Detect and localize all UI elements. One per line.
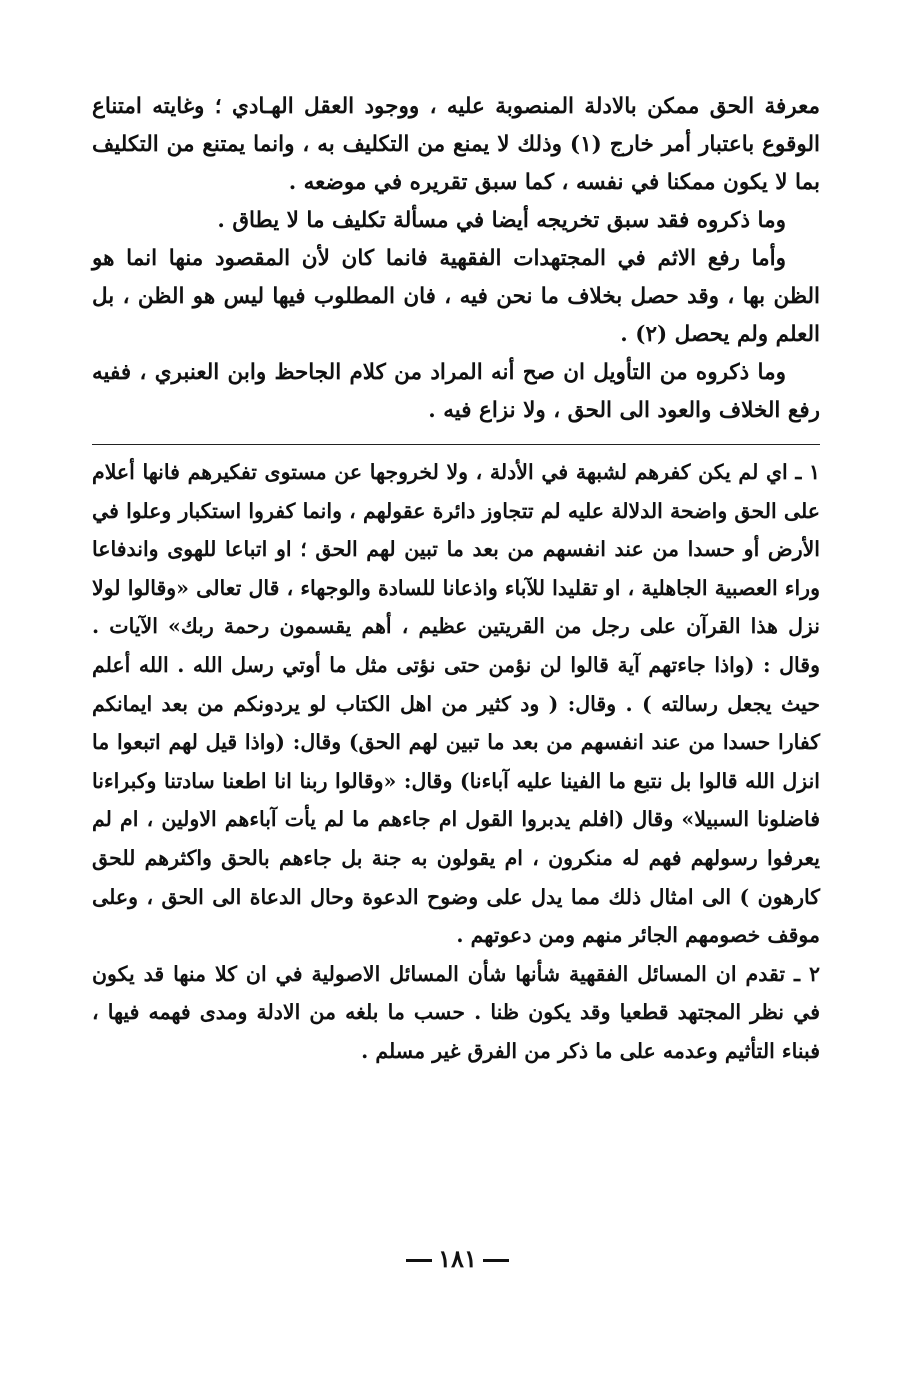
body-paragraph-3: وأما رفع الاثم في المجتهدات الفقهية فانما كان لأن المقصود منها انما هو الظن بها ، وقد حصل بخلاف ما نحن فيه ، فان المطلوب فيها ليس هو الظن ، بل العلم ولم يحصل (٢) . (92, 246, 820, 347)
page-number-dash-left (406, 1259, 432, 1262)
page-content (92, 88, 820, 1071)
page-number-dash-right (483, 1259, 509, 1262)
body-paragraph-2: وما ذكروه فقد سبق تخريجه أيضا في مسألة تكليف ما لا يطاق . (217, 208, 786, 233)
body-paragraph-4: وما ذكروه من التأويل ان صح أنه المراد من كلام الجاحظ وابن العنبري ، ففيه رفع الخلاف والعود الى الحق ، ولا نزاع فيه . (92, 360, 820, 423)
footnote-2: ٢ ـ تقدم ان المسائل الفقهية شأنها شأن المسائل الاصولية في ان كلا منها قد يكون في نظر المجتهد قطعيا وقد يكون ظنا . حسب ما بلغه من الادلة ومدى فهمه فيها ، فبناء التأثيم وعدمه على ما ذكر من الفرق غير مسلم . (92, 961, 820, 1063)
main-text (92, 88, 820, 430)
body-paragraph-1: معرفة الحق ممكن بالادلة المنصوبة عليه ، ووجود العقل الهـادي ؛ وغايته امتناع الوقوع باعتبار أمر خارج (١) وذلك لا يمنع من التكليف به ، وانما يمتنع من التكليف بما لا يكون ممكنا في نفسه ، كما سبق تقريره في موضعه . (92, 94, 820, 195)
footnote-1: ١ ـ اي لم يكن كفرهم لشبهة في الأدلة ، ولا لخروجها عن مستوى تفكيرهم فانها أعلام على الحق واضحة الدلالة عليه لم تتجاوز دائرة عقولهم ، وانما كفروا استكبار وعلوا في الأرض أو حسدا من عند انفسهم من بعد ما تبين لهم الحق ؛ او اتباعا للهوى واندفاعا وراء العصبية الجاهلية ، او تقليدا للآباء واذعانا للسادة والوجهاء ، قال تعالى «وقالوا لولا نزل هذا القرآن على رجل من القريتين عظيم ، أهم يقسمون رحمة ربك» الآيات . وقال : (واذا جاءتهم آية قالوا لن نؤمن حتى نؤتى مثل ما أوتي رسل الله . الله أعلم حيث يجعل رسالته ) . وقال: ( ود كثير من اهل الكتاب لو يردونكم من بعد ايمانكم كفارا حسدا من عند انفسهم من بعد ما تبين لهم الحق) وقال: (واذا قيل لهم اتبعوا ما انزل الله قالوا بل نتبع ما الفينا عليه آباءنا) وقال: «وقالوا ربنا انا اطعنا سادتنا وكبراءنا فاضلونا السبيلا» وقال (افلم يدبروا القول ام جاءهم ما لم يأت آباءهم الاولين ، ام لم يعرفوا رسولهم فهم له منكرون ، ام يقولون به جنة بل جاءهم بالحق واكثرهم للحق كارهون ) الى امثال ذلك مما يدل على وضوح الدعوة وحال الدعاة الى الحق ، وعلى موقف خصومهم الجائر منهم ومن دعوتهم . (92, 460, 820, 948)
page-number-value: ١٨١ (438, 1244, 477, 1273)
footnotes (92, 453, 820, 1071)
footnote-divider (92, 444, 820, 445)
page-number (0, 1244, 915, 1273)
